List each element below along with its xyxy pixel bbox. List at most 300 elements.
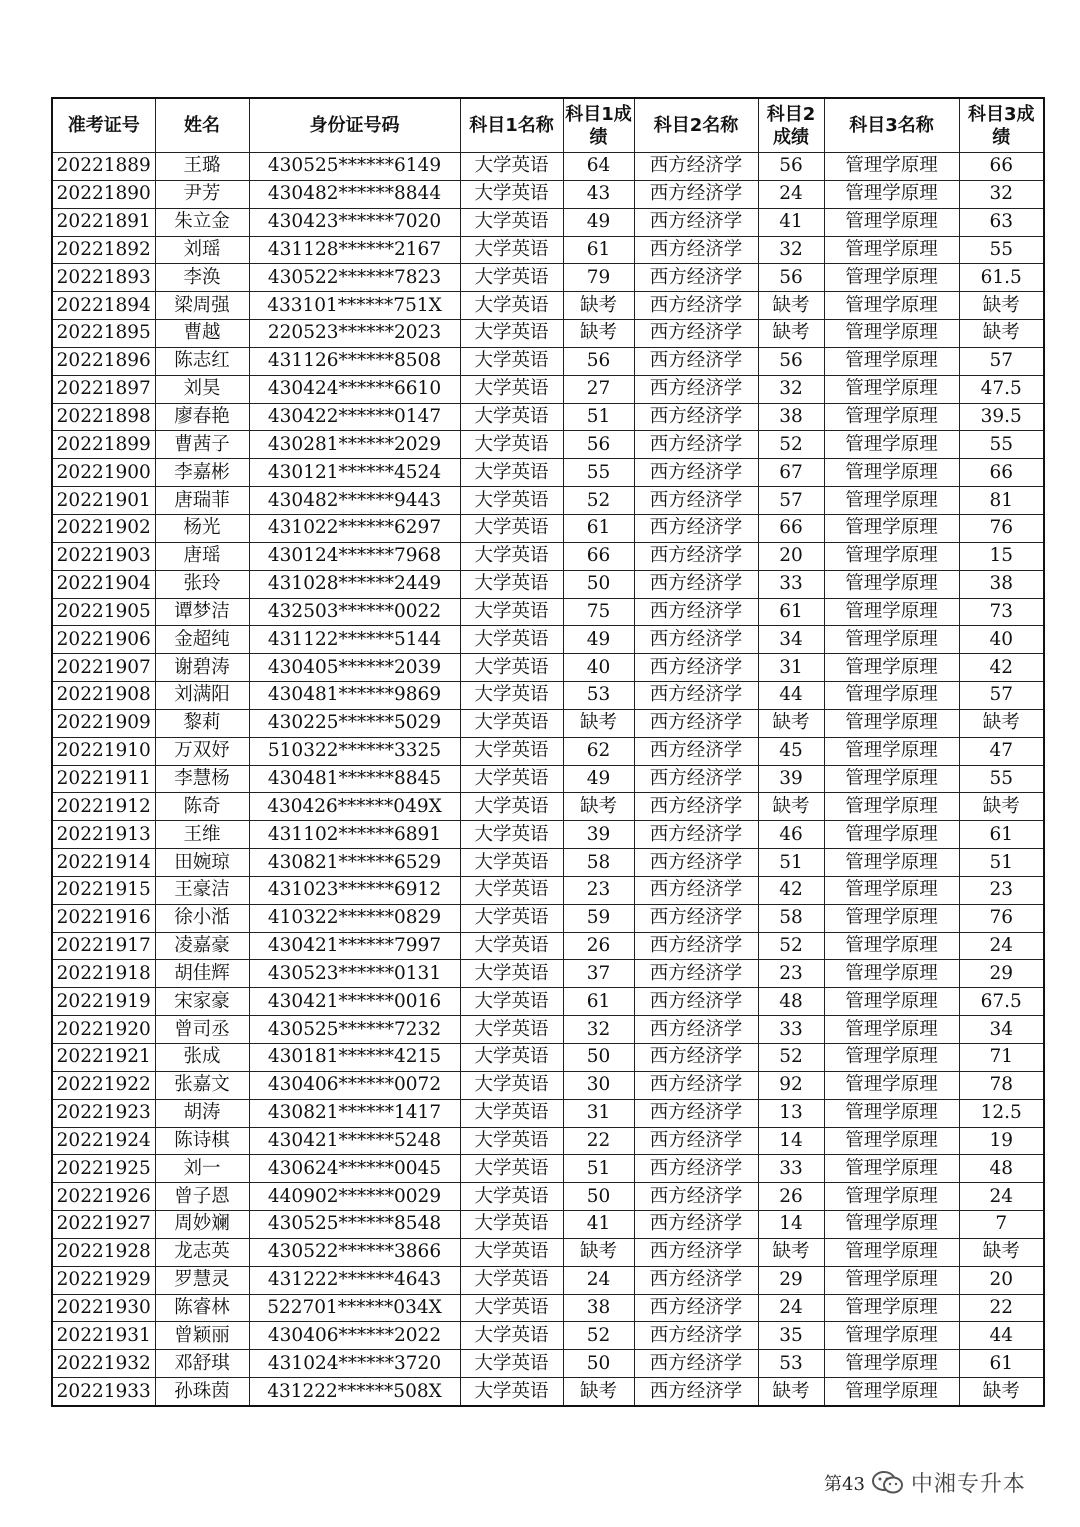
table-row [52,180,1044,208]
cell-subject1-score: 52 [563,487,634,515]
cell-subject2-name: 西方经济学 [634,1127,758,1155]
cell-subject1-name: 大学英语 [460,1322,563,1350]
cell-subject3-name: 管理学原理 [824,904,959,932]
cell-id-number: 430181******4215 [249,1044,460,1072]
cell-subject3-score: 29 [959,960,1044,988]
cell-exam-id: 20221904 [52,570,155,598]
header-subject2-name: 科目2名称 [634,98,758,153]
cell-subject3-score: 19 [959,1127,1044,1155]
cell-subject1-name: 大学英语 [460,153,563,181]
cell-subject1-name: 大学英语 [460,793,563,821]
cell-exam-id: 20221928 [52,1238,155,1266]
cell-subject3-score: 71 [959,1044,1044,1072]
cell-name: 罗慧灵 [155,1266,249,1294]
cell-subject1-score: 56 [563,431,634,459]
cell-name: 陈志红 [155,347,249,375]
cell-id-number: 430481******8845 [249,765,460,793]
cell-subject1-name: 大学英语 [460,1071,563,1099]
cell-id-number: 430522******3866 [249,1238,460,1266]
cell-subject1-name: 大学英语 [460,320,563,348]
cell-exam-id: 20221917 [52,932,155,960]
cell-subject1-name: 大学英语 [460,1238,563,1266]
cell-exam-id: 20221916 [52,904,155,932]
cell-subject2-score: 41 [758,208,824,236]
cell-id-number: 430426******049X [249,793,460,821]
cell-subject3-score: 34 [959,1016,1044,1044]
cell-exam-id: 20221915 [52,876,155,904]
cell-exam-id: 20221932 [52,1350,155,1378]
cell-subject1-score: 缺考 [563,709,634,737]
cell-name: 宋家豪 [155,988,249,1016]
cell-subject3-name: 管理学原理 [824,682,959,710]
cell-id-number: 430421******5248 [249,1127,460,1155]
cell-subject2-name: 西方经济学 [634,988,758,1016]
table-row [52,626,1044,654]
cell-subject1-name: 大学英语 [460,1016,563,1044]
cell-subject1-score: 40 [563,654,634,682]
cell-exam-id: 20221912 [52,793,155,821]
cell-subject2-name: 西方经济学 [634,1266,758,1294]
table-row [52,793,1044,821]
cell-name: 曾颖丽 [155,1322,249,1350]
cell-subject3-name: 管理学原理 [824,459,959,487]
cell-subject2-name: 西方经济学 [634,1099,758,1127]
cell-subject3-name: 管理学原理 [824,1211,959,1239]
cell-subject1-name: 大学英语 [460,514,563,542]
cell-subject1-name: 大学英语 [460,988,563,1016]
table-row [52,153,1044,181]
watermark-text: 中湘专升本 [910,1472,1026,1497]
table-body [52,153,1044,1406]
table-row [52,765,1044,793]
table-row [52,347,1044,375]
cell-subject1-name: 大学英语 [460,1266,563,1294]
cell-subject2-name: 西方经济学 [634,709,758,737]
cell-name: 谢碧涛 [155,654,249,682]
cell-subject1-score: 75 [563,598,634,626]
cell-id-number: 430525******8548 [249,1211,460,1239]
table-row [52,682,1044,710]
cell-subject1-score: 26 [563,932,634,960]
cell-subject1-score: 缺考 [563,1238,634,1266]
cell-exam-id: 20221925 [52,1155,155,1183]
cell-subject3-name: 管理学原理 [824,514,959,542]
cell-subject1-name: 大学英语 [460,1350,563,1378]
cell-id-number: 410322******0829 [249,904,460,932]
cell-subject3-name: 管理学原理 [824,876,959,904]
cell-subject1-name: 大学英语 [460,821,563,849]
cell-subject2-score: 67 [758,459,824,487]
cell-subject1-name: 大学英语 [460,264,563,292]
cell-name: 周妙斓 [155,1211,249,1239]
cell-subject3-name: 管理学原理 [824,1155,959,1183]
cell-subject2-name: 西方经济学 [634,1155,758,1183]
cell-exam-id: 20221908 [52,682,155,710]
cell-id-number: 431022******6297 [249,514,460,542]
cell-subject1-name: 大学英语 [460,598,563,626]
cell-subject3-score: 缺考 [959,292,1044,320]
table-row [52,904,1044,932]
cell-subject1-score: 55 [563,459,634,487]
cell-subject3-score: 12.5 [959,1099,1044,1127]
cell-subject3-score: 61.5 [959,264,1044,292]
cell-exam-id: 20221907 [52,654,155,682]
cell-subject1-score: 37 [563,960,634,988]
cell-subject2-name: 西方经济学 [634,1211,758,1239]
cell-name: 胡佳辉 [155,960,249,988]
cell-subject2-score: 14 [758,1127,824,1155]
cell-subject3-name: 管理学原理 [824,236,959,264]
cell-subject3-name: 管理学原理 [824,1044,959,1072]
cell-name: 廖春艳 [155,403,249,431]
cell-id-number: 431028******2449 [249,570,460,598]
table-row [52,598,1044,626]
cell-exam-id: 20221894 [52,292,155,320]
cell-subject2-name: 西方经济学 [634,1378,758,1406]
cell-subject3-name: 管理学原理 [824,849,959,877]
cell-subject2-score: 24 [758,180,824,208]
table-header-row [52,98,1044,153]
cell-subject1-name: 大学英语 [460,236,563,264]
header-subject1-score: 科目1成绩 [563,98,634,153]
cell-exam-id: 20221910 [52,737,155,765]
cell-subject2-score: 缺考 [758,292,824,320]
cell-subject3-name: 管理学原理 [824,988,959,1016]
cell-name: 刘一 [155,1155,249,1183]
cell-exam-id: 20221898 [52,403,155,431]
cell-exam-id: 20221890 [52,180,155,208]
cell-subject3-score: 81 [959,487,1044,515]
cell-subject1-name: 大学英语 [460,849,563,877]
table-row [52,1127,1044,1155]
cell-id-number: 431128******2167 [249,236,460,264]
cell-exam-id: 20221919 [52,988,155,1016]
cell-subject2-score: 33 [758,1155,824,1183]
cell-name: 曹茜子 [155,431,249,459]
cell-exam-id: 20221901 [52,487,155,515]
cell-subject3-score: 缺考 [959,1238,1044,1266]
cell-name: 胡涛 [155,1099,249,1127]
cell-subject3-score: 缺考 [959,320,1044,348]
cell-exam-id: 20221927 [52,1211,155,1239]
cell-id-number: 432503******0022 [249,598,460,626]
cell-id-number: 430406******0072 [249,1071,460,1099]
cell-subject2-score: 58 [758,904,824,932]
cell-id-number: 431122******5144 [249,626,460,654]
cell-subject2-score: 38 [758,403,824,431]
cell-subject3-name: 管理学原理 [824,626,959,654]
cell-subject2-name: 西方经济学 [634,904,758,932]
cell-subject2-name: 西方经济学 [634,737,758,765]
cell-subject2-score: 52 [758,1044,824,1072]
cell-exam-id: 20221926 [52,1183,155,1211]
cell-subject1-name: 大学英语 [460,570,563,598]
cell-subject1-name: 大学英语 [460,1127,563,1155]
cell-id-number: 220523******2023 [249,320,460,348]
cell-subject3-score: 63 [959,208,1044,236]
cell-subject2-name: 西方经济学 [634,153,758,181]
cell-subject1-name: 大学英语 [460,208,563,236]
cell-subject2-name: 西方经济学 [634,1322,758,1350]
cell-name: 朱立金 [155,208,249,236]
cell-subject3-score: 23 [959,876,1044,904]
cell-name: 陈睿林 [155,1294,249,1322]
cell-subject1-score: 24 [563,1266,634,1294]
cell-name: 陈奇 [155,793,249,821]
cell-id-number: 430121******4524 [249,459,460,487]
cell-name: 张成 [155,1044,249,1072]
cell-subject2-score: 34 [758,626,824,654]
cell-subject3-score: 32 [959,180,1044,208]
cell-subject2-score: 缺考 [758,709,824,737]
cell-subject1-score: 62 [563,737,634,765]
table-row [52,1044,1044,1072]
table-row [52,849,1044,877]
cell-subject2-score: 29 [758,1266,824,1294]
cell-name: 梁周强 [155,292,249,320]
cell-subject2-name: 西方经济学 [634,403,758,431]
cell-exam-id: 20221903 [52,542,155,570]
cell-subject2-name: 西方经济学 [634,1350,758,1378]
cell-subject3-name: 管理学原理 [824,737,959,765]
cell-id-number: 430422******0147 [249,403,460,431]
cell-subject2-score: 23 [758,960,824,988]
cell-subject3-score: 55 [959,236,1044,264]
cell-subject3-score: 76 [959,904,1044,932]
cell-name: 金超纯 [155,626,249,654]
cell-exam-id: 20221930 [52,1294,155,1322]
cell-subject3-name: 管理学原理 [824,709,959,737]
cell-subject1-score: 51 [563,403,634,431]
cell-subject2-name: 西方经济学 [634,1016,758,1044]
header-subject3-score: 科目3成绩 [959,98,1044,153]
cell-subject3-score: 40 [959,626,1044,654]
cell-exam-id: 20221899 [52,431,155,459]
cell-subject1-name: 大学英语 [460,932,563,960]
cell-name: 凌嘉豪 [155,932,249,960]
cell-subject3-name: 管理学原理 [824,292,959,320]
cell-subject1-name: 大学英语 [460,1044,563,1072]
cell-subject2-name: 西方经济学 [634,849,758,877]
cell-subject3-score: 78 [959,1071,1044,1099]
table-row [52,208,1044,236]
cell-subject1-score: 23 [563,876,634,904]
cell-subject3-name: 管理学原理 [824,320,959,348]
cell-id-number: 430421******0016 [249,988,460,1016]
cell-exam-id: 20221905 [52,598,155,626]
table-row [52,1183,1044,1211]
cell-subject1-score: 41 [563,1211,634,1239]
cell-id-number: 430821******1417 [249,1099,460,1127]
table-row [52,403,1044,431]
page-number-text: 第43 [824,1473,865,1495]
cell-subject1-score: 53 [563,682,634,710]
cell-subject1-score: 49 [563,208,634,236]
cell-subject1-score: 79 [563,264,634,292]
cell-subject1-name: 大学英语 [460,431,563,459]
cell-name: 刘昊 [155,375,249,403]
cell-subject3-score: 57 [959,682,1044,710]
cell-subject1-name: 大学英语 [460,542,563,570]
cell-subject1-score: 50 [563,1044,634,1072]
cell-subject2-score: 39 [758,765,824,793]
table-row [52,236,1044,264]
cell-name: 张玲 [155,570,249,598]
cell-subject3-score: 42 [959,654,1044,682]
cell-exam-id: 20221895 [52,320,155,348]
cell-subject1-score: 缺考 [563,1378,634,1406]
cell-subject3-score: 61 [959,1350,1044,1378]
cell-subject3-name: 管理学原理 [824,431,959,459]
cell-exam-id: 20221933 [52,1378,155,1406]
header-id-number: 身份证号码 [249,98,460,153]
cell-subject2-score: 92 [758,1071,824,1099]
cell-subject2-score: 33 [758,570,824,598]
cell-subject2-name: 西方经济学 [634,626,758,654]
cell-subject1-score: 64 [563,153,634,181]
cell-subject2-name: 西方经济学 [634,682,758,710]
cell-subject2-score: 66 [758,514,824,542]
cell-subject2-name: 西方经济学 [634,1044,758,1072]
cell-subject2-name: 西方经济学 [634,932,758,960]
cell-exam-id: 20221922 [52,1071,155,1099]
cell-subject1-name: 大学英语 [460,626,563,654]
table-row [52,570,1044,598]
cell-id-number: 430405******2039 [249,654,460,682]
cell-subject2-score: 24 [758,1294,824,1322]
table-row [52,1016,1044,1044]
cell-subject2-name: 西方经济学 [634,236,758,264]
cell-name: 曾司丞 [155,1016,249,1044]
cell-id-number: 431126******8508 [249,347,460,375]
cell-subject2-score: 57 [758,487,824,515]
cell-subject2-name: 西方经济学 [634,375,758,403]
cell-subject2-score: 56 [758,264,824,292]
cell-id-number: 430624******0045 [249,1155,460,1183]
cell-id-number: 430525******6149 [249,153,460,181]
cell-subject3-name: 管理学原理 [824,542,959,570]
cell-exam-id: 20221896 [52,347,155,375]
table-row [52,514,1044,542]
cell-name: 邓舒琪 [155,1350,249,1378]
cell-id-number: 431024******3720 [249,1350,460,1378]
cell-subject1-score: 50 [563,570,634,598]
cell-subject3-score: 66 [959,153,1044,181]
cell-subject1-score: 31 [563,1099,634,1127]
cell-id-number: 430406******2022 [249,1322,460,1350]
table-row [52,1099,1044,1127]
cell-id-number: 431222******4643 [249,1266,460,1294]
cell-subject3-score: 7 [959,1211,1044,1239]
cell-subject2-name: 西方经济学 [634,821,758,849]
cell-name: 刘瑶 [155,236,249,264]
cell-id-number: 430525******7232 [249,1016,460,1044]
cell-subject2-name: 西方经济学 [634,1183,758,1211]
cell-exam-id: 20221909 [52,709,155,737]
cell-subject3-score: 缺考 [959,1378,1044,1406]
cell-subject2-score: 48 [758,988,824,1016]
cell-subject1-score: 缺考 [563,793,634,821]
cell-name: 王豪洁 [155,876,249,904]
cell-subject1-name: 大学英语 [460,737,563,765]
cell-subject1-name: 大学英语 [460,1378,563,1406]
cell-subject3-score: 44 [959,1322,1044,1350]
cell-subject2-score: 缺考 [758,1238,824,1266]
cell-subject3-name: 管理学原理 [824,765,959,793]
table-row [52,292,1044,320]
header-name: 姓名 [155,98,249,153]
cell-name: 李慧杨 [155,765,249,793]
cell-subject2-name: 西方经济学 [634,1071,758,1099]
table-row [52,487,1044,515]
cell-id-number: 431222******508X [249,1378,460,1406]
cell-id-number: 430821******6529 [249,849,460,877]
cell-subject1-score: 61 [563,236,634,264]
cell-subject1-score: 52 [563,1322,634,1350]
cell-subject1-score: 58 [563,849,634,877]
cell-name: 黎莉 [155,709,249,737]
cell-subject2-score: 31 [758,654,824,682]
cell-subject1-name: 大学英语 [460,960,563,988]
table-row [52,709,1044,737]
cell-subject2-name: 西方经济学 [634,654,758,682]
cell-subject1-score: 30 [563,1071,634,1099]
cell-subject3-name: 管理学原理 [824,793,959,821]
cell-subject2-name: 西方经济学 [634,542,758,570]
cell-subject2-score: 缺考 [758,320,824,348]
cell-id-number: 430481******9869 [249,682,460,710]
cell-subject3-score: 47.5 [959,375,1044,403]
cell-subject3-name: 管理学原理 [824,153,959,181]
cell-subject2-score: 32 [758,375,824,403]
cell-name: 万双妤 [155,737,249,765]
cell-subject3-score: 24 [959,1183,1044,1211]
cell-subject3-score: 22 [959,1294,1044,1322]
cell-subject2-name: 西方经济学 [634,180,758,208]
cell-subject1-name: 大学英语 [460,459,563,487]
cell-exam-id: 20221893 [52,264,155,292]
cell-subject2-name: 西方经济学 [634,598,758,626]
cell-subject1-score: 22 [563,1127,634,1155]
cell-subject3-name: 管理学原理 [824,1099,959,1127]
cell-subject3-score: 缺考 [959,709,1044,737]
cell-subject2-score: 14 [758,1211,824,1239]
cell-id-number: 430281******2029 [249,431,460,459]
cell-subject3-score: 20 [959,1266,1044,1294]
cell-name: 田婉琼 [155,849,249,877]
table-row [52,932,1044,960]
cell-subject2-name: 西方经济学 [634,876,758,904]
cell-exam-id: 20221902 [52,514,155,542]
table-row [52,1266,1044,1294]
table-row [52,1238,1044,1266]
cell-subject3-name: 管理学原理 [824,932,959,960]
cell-subject3-score: 55 [959,431,1044,459]
cell-subject2-name: 西方经济学 [634,570,758,598]
cell-subject3-name: 管理学原理 [824,1183,959,1211]
cell-subject1-name: 大学英语 [460,1294,563,1322]
cell-subject1-score: 缺考 [563,320,634,348]
cell-name: 谭梦洁 [155,598,249,626]
cell-subject3-name: 管理学原理 [824,1322,959,1350]
cell-subject2-score: 45 [758,737,824,765]
cell-name: 徐小湉 [155,904,249,932]
header-subject1-name: 科目1名称 [460,98,563,153]
cell-subject2-name: 西方经济学 [634,1238,758,1266]
cell-subject1-name: 大学英语 [460,709,563,737]
cell-subject3-score: 38 [959,570,1044,598]
cell-subject3-name: 管理学原理 [824,1238,959,1266]
